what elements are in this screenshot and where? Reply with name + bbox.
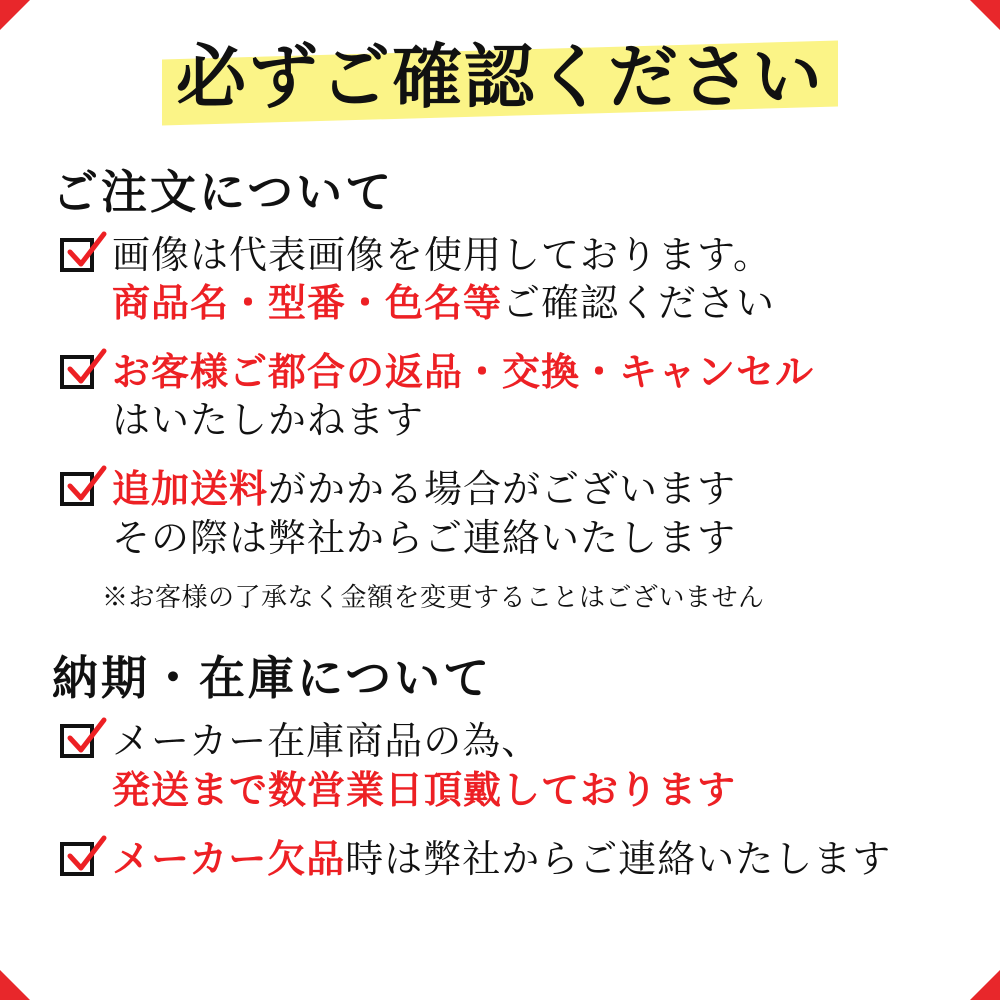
- list-item-line: [112, 397, 956, 446]
- list-item-lines: [112, 466, 956, 563]
- text-segment-red: お客様ご都合の返品・交換・キャンセル: [112, 351, 815, 394]
- page-title-wrapper: [44, 36, 956, 126]
- corner-decoration-bottom-right: [970, 970, 1000, 1000]
- corner-decoration-top-left: [0, 0, 30, 30]
- text-segment: はいたしかねます: [112, 400, 425, 443]
- list-item-line: [112, 836, 956, 885]
- checkbox-checked-icon: [60, 722, 100, 762]
- list-item-line: [112, 466, 956, 515]
- check-mark-icon: [64, 230, 108, 274]
- check-mark-icon: [64, 834, 108, 878]
- text-segment: メーカー在庫商品の為、: [112, 721, 541, 764]
- list-item-line: [112, 767, 956, 816]
- list-item-lines: [112, 232, 956, 329]
- checkbox-checked-icon: [60, 236, 100, 276]
- list-item: [52, 232, 956, 329]
- text-segment-red: メーカー欠品: [112, 838, 346, 881]
- page-title-text: 必ずご確認ください: [176, 40, 824, 117]
- text-segment-red: 追加送料: [112, 469, 269, 511]
- list-item: [52, 349, 956, 446]
- page-title: [162, 36, 838, 126]
- text-segment: 時は弊社からご連絡いたします: [345, 838, 892, 881]
- checkbox-checked-icon: [60, 840, 100, 880]
- check-mark-icon: [64, 464, 108, 508]
- footnote: ※お客様の了承なく金額を変更することはございません: [102, 583, 765, 613]
- list-item: [52, 836, 956, 885]
- list-item-lines: [112, 836, 956, 885]
- list-item-line: [112, 349, 956, 398]
- list-item-line: [112, 232, 956, 281]
- text-segment-red: 発送まで数営業日頂戴しております: [112, 769, 737, 812]
- text-segment: 画像は代表画像を使用しております。: [112, 234, 772, 277]
- corner-decoration-top-right: [970, 0, 1000, 30]
- section-heading-delivery: 納期・在庫について: [52, 653, 493, 705]
- text-segment: がかかる場合がございます: [268, 469, 737, 511]
- section-heading-orders: ご注文について: [52, 166, 395, 218]
- check-mark-icon: [64, 347, 108, 391]
- list-item-line: [112, 718, 956, 767]
- text-segment-red: 商品名・型番・色名等: [112, 283, 503, 326]
- corner-decoration-bottom-left: [0, 970, 30, 1000]
- check-mark-icon: [64, 716, 108, 760]
- list-item: [52, 718, 956, 815]
- checkbox-checked-icon: [60, 353, 100, 393]
- list-item-lines: [112, 718, 956, 815]
- checkbox-checked-icon: [60, 470, 100, 510]
- list-item: [52, 466, 956, 563]
- list-item-line: [112, 515, 956, 564]
- text-segment: その際は弊社からご連絡いたします: [112, 517, 737, 560]
- list-item-line: [112, 280, 956, 329]
- list-item-lines: [112, 349, 956, 446]
- text-segment: ご確認ください: [502, 283, 776, 326]
